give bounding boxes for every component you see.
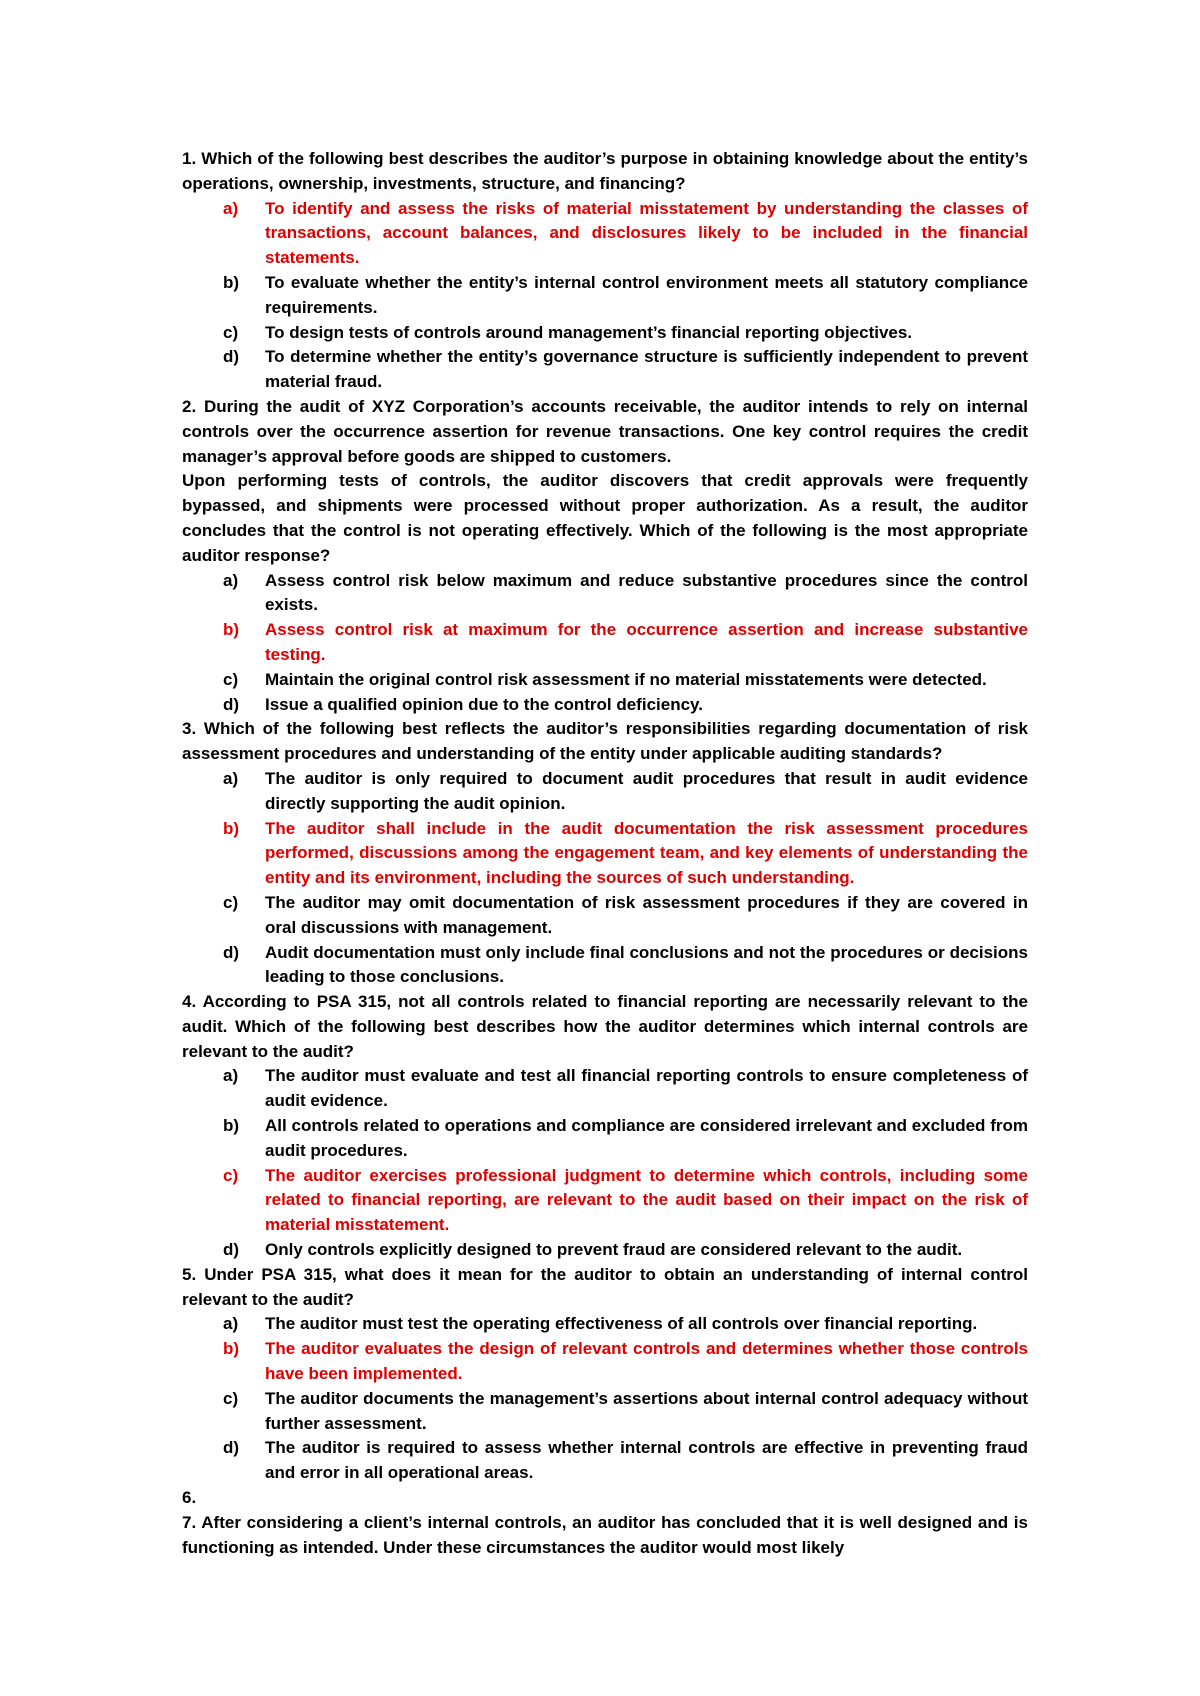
option-text: The auditor may omit documentation of risk assessment procedures if they are covered in oral discussions with management. xyxy=(265,892,1028,937)
question-stem: 2. During the audit of XYZ Corporation’s accounts receivable, the auditor intends to rely on internal controls over the occurrence assertion for revenue transactions. One key control requires the credit manager’s approval before goods are shipped to customers. xyxy=(182,396,1028,466)
option-letter: d) xyxy=(223,1438,240,1458)
answer-option xyxy=(182,1114,1028,1164)
answer-option xyxy=(182,569,1028,619)
option-text: Assess control risk below maximum and reduce substantive procedures since the control exists. xyxy=(265,570,1028,615)
question-1 xyxy=(182,147,1028,395)
question-7 xyxy=(182,1511,1028,1561)
answer-option xyxy=(182,271,1028,321)
answer-option xyxy=(182,321,1028,346)
option-letter: a) xyxy=(223,570,239,590)
option-letter: a) xyxy=(223,1066,239,1086)
option-text: The auditor must test the operating effectiveness of all controls over financial reporting. xyxy=(265,1314,978,1334)
question-stem: 1. Which of the following best describes the auditor’s purpose in obtaining knowledge about the entity’s operations, ownership, investments, structure, and financing? xyxy=(182,149,1028,193)
answer-option xyxy=(182,941,1028,991)
option-letter: b) xyxy=(223,272,240,292)
option-text: The auditor documents the management’s assertions about internal control adequacy without further assessment. xyxy=(265,1388,1028,1433)
answer-option-correct xyxy=(182,1337,1028,1387)
answer-option-correct xyxy=(182,1164,1028,1238)
option-text: To design tests of controls around management’s financial reporting objectives. xyxy=(265,322,913,342)
question-2 xyxy=(182,395,1028,717)
question-stem: 3. Which of the following best reflects the auditor’s responsibilities regarding documentation of risk assessment procedures and understanding of the entity under applicable auditing standards? xyxy=(182,719,1028,764)
question-stem: 6. xyxy=(182,1488,197,1508)
option-letter: d) xyxy=(223,694,240,714)
option-text: The auditor shall include in the audit documentation the risk assessment procedures performed, discussions among the engagement team, and key elements of understanding the entity and its environment, including the sources of such understanding. xyxy=(265,818,1028,888)
option-letter: a) xyxy=(223,1314,239,1334)
option-text: Only controls explicitly designed to prevent fraud are considered relevant to the audit. xyxy=(265,1240,963,1260)
option-letter: d) xyxy=(223,942,240,962)
answer-option xyxy=(182,1064,1028,1114)
question-stem: 5. Under PSA 315, what does it mean for the auditor to obtain an understanding of internal control relevant to the audit? xyxy=(182,1264,1028,1309)
option-letter: d) xyxy=(223,1240,240,1260)
answer-option xyxy=(182,1387,1028,1437)
question-5 xyxy=(182,1263,1028,1486)
option-letter: c) xyxy=(223,892,239,912)
option-letter: a) xyxy=(223,198,239,218)
option-letter: b) xyxy=(223,1116,240,1136)
answer-option-correct xyxy=(182,197,1028,271)
option-text: The auditor is only required to document audit procedures that result in audit evidence directly supporting the audit opinion. xyxy=(265,768,1028,813)
question-stem: Upon performing tests of controls, the auditor discovers that credit approvals were frequently bypassed, and shipments were processed without proper authorization. As a result, the auditor concludes that the control is not operating effectively. Which of the following is the most appropriate auditor response? xyxy=(182,471,1028,565)
answer-option xyxy=(182,891,1028,941)
question-stem: 7. After considering a client’s internal controls, an auditor has concluded that it is well designed and is functioning as intended. Under these circumstances the auditor would most likely xyxy=(182,1512,1028,1557)
option-letter: c) xyxy=(223,322,239,342)
option-text: The auditor exercises professional judgment to determine which controls, including some related to financial reporting, are relevant to the audit based on their impact on the risk of material misstatement. xyxy=(265,1165,1028,1235)
option-letter: b) xyxy=(223,620,240,640)
option-text: Assess control risk at maximum for the occurrence assertion and increase substantive testing. xyxy=(265,620,1028,664)
option-letter: c) xyxy=(223,1388,239,1408)
option-text: Audit documentation must only include final conclusions and not the procedures or decisions leading to those conclusions. xyxy=(265,942,1028,987)
option-text: To evaluate whether the entity’s internal control environment meets all statutory compliance requirements. xyxy=(265,272,1028,317)
answer-option xyxy=(182,693,1028,718)
option-text: The auditor must evaluate and test all financial reporting controls to ensure completeness of audit evidence. xyxy=(265,1066,1028,1111)
question-4 xyxy=(182,990,1028,1263)
option-letter: c) xyxy=(223,669,239,689)
answer-option xyxy=(182,1238,1028,1263)
option-text: To determine whether the entity’s governance structure is sufficiently independent to prevent material fraud. xyxy=(265,347,1028,392)
option-letter: c) xyxy=(223,1165,239,1185)
option-text: The auditor is required to assess whether internal controls are effective in preventing fraud and error in all operational areas. xyxy=(265,1438,1028,1483)
question-stem: 4. According to PSA 315, not all controls related to financial reporting are necessarily relevant to the audit. Which of the following best describes how the auditor determines which internal controls are relevant to the audit? xyxy=(182,992,1028,1061)
option-letter: d) xyxy=(223,347,240,367)
option-text: Issue a qualified opinion due to the control deficiency. xyxy=(265,694,703,714)
question-6 xyxy=(182,1486,1028,1511)
answer-option xyxy=(182,1436,1028,1486)
option-text: To identify and assess the risks of material misstatement by understanding the classes of transactions, account balances, and disclosures likely to be included in the financial statements. xyxy=(265,198,1028,268)
answer-option xyxy=(182,345,1028,395)
question-3 xyxy=(182,717,1028,990)
answer-option-correct xyxy=(182,817,1028,891)
option-letter: a) xyxy=(223,768,239,788)
option-letter: b) xyxy=(223,1339,240,1359)
answer-option xyxy=(182,767,1028,817)
option-letter: b) xyxy=(223,818,240,838)
option-text: Maintain the original control risk assessment if no material misstatements were detected. xyxy=(265,669,987,689)
answer-option-correct xyxy=(182,618,1028,668)
document-page xyxy=(182,147,1028,1560)
option-text: All controls related to operations and compliance are considered irrelevant and excluded from audit procedures. xyxy=(265,1116,1028,1160)
answer-option xyxy=(182,1312,1028,1337)
answer-option xyxy=(182,668,1028,693)
option-text: The auditor evaluates the design of relevant controls and determines whether those controls have been implemented. xyxy=(265,1339,1028,1384)
